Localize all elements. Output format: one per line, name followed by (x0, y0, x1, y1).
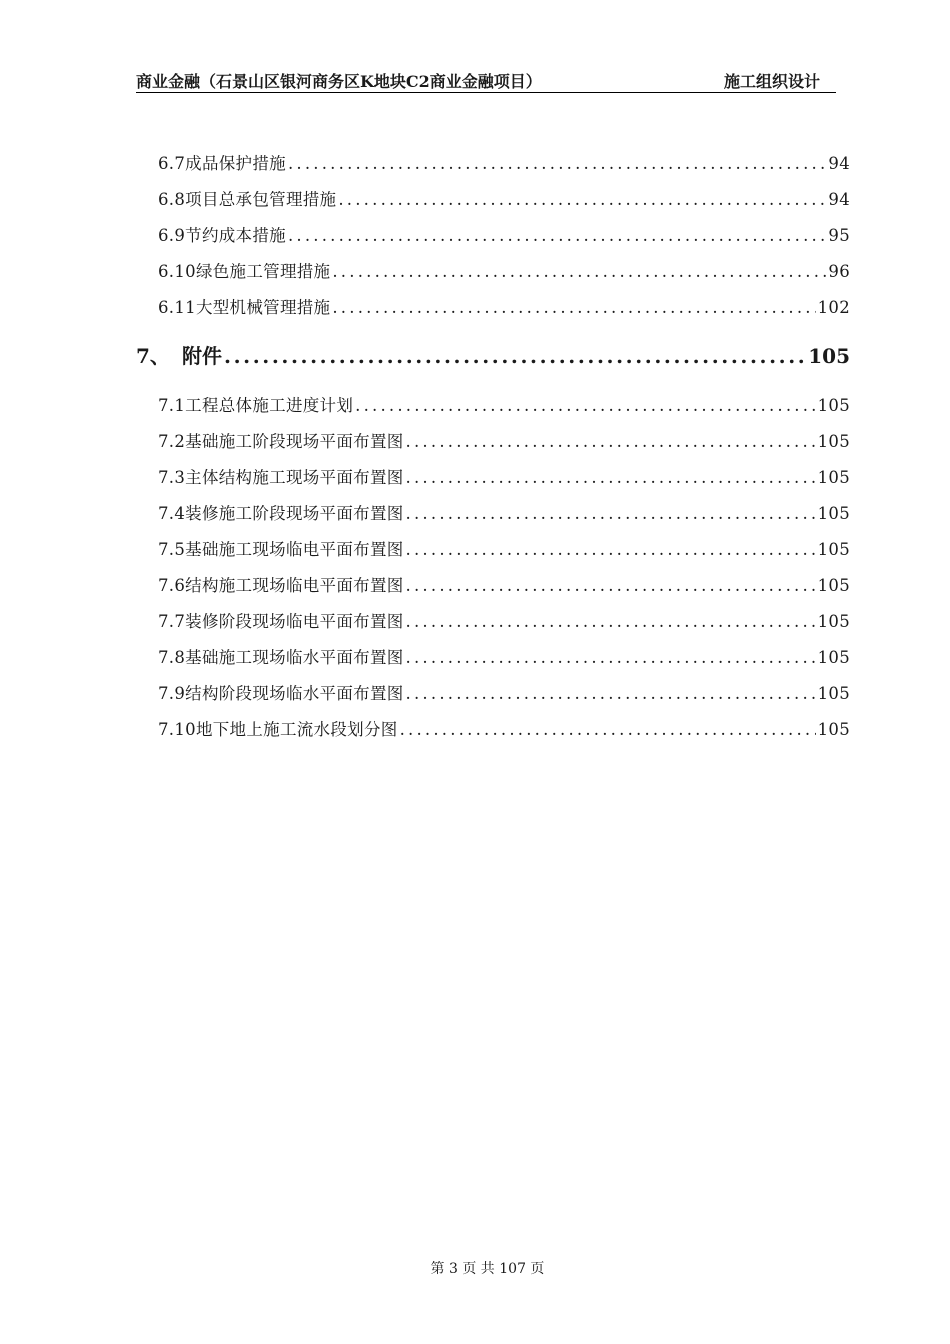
toc-leader-dots (400, 720, 816, 739)
toc-entry-page: 105 (817, 720, 850, 739)
toc-entry-title: 大型机械管理措施 (195, 298, 331, 317)
toc-entry[interactable] (158, 572, 850, 594)
toc-entry-number: 7.5 (158, 540, 186, 559)
toc-leader-dots (406, 468, 816, 487)
toc-entry-page: 95 (828, 226, 850, 245)
toc-entry-number: 7.6 (158, 576, 186, 595)
toc-entry-title: 成品保护措施 (185, 154, 286, 173)
toc-entry-number: 6.9 (158, 226, 186, 245)
toc-leader-dots (332, 262, 826, 281)
toc-entry-page: 94 (828, 190, 850, 209)
toc-entry-number: 7.9 (158, 684, 186, 703)
page-header (136, 66, 836, 93)
toc-entry-title: 项目总承包管理措施 (185, 190, 337, 209)
toc-entry-number: 7.2 (158, 432, 186, 451)
toc-entry[interactable] (158, 222, 850, 244)
toc-entry-number: 7.8 (158, 648, 186, 667)
toc-entry[interactable] (158, 150, 850, 172)
toc-entry[interactable] (158, 644, 850, 666)
toc-entry[interactable] (158, 536, 850, 558)
toc-entry-page: 105 (817, 576, 850, 595)
toc-entry-page: 94 (828, 154, 850, 173)
toc-entry-page: 105 (817, 612, 850, 631)
page-footer: 第 3 页 共 107 页 (430, 1261, 545, 1277)
toc-entry-number: 7.1 (158, 396, 186, 415)
toc-entry-number: 6.11 (158, 298, 196, 317)
toc-entry-title: 主体结构施工现场平面布置图 (185, 468, 404, 487)
toc-leader-dots (406, 432, 816, 451)
toc-leader-dots (406, 504, 816, 523)
toc-entry[interactable] (158, 392, 850, 414)
header-project-title: 商业金融（石景山区银河商务区K地块C2商业金融项目） (136, 72, 542, 91)
toc-entry-title: 结构阶段现场临水平面布置图 (185, 684, 404, 703)
toc-leader-dots (355, 396, 815, 415)
toc-entry-page: 105 (817, 396, 850, 415)
toc-chapter-number: 7、 (136, 344, 170, 368)
toc-leader-dots (406, 576, 816, 595)
toc-entry-page: 105 (817, 648, 850, 667)
toc-entry-page: 105 (817, 504, 850, 523)
toc-entry[interactable] (158, 294, 850, 316)
toc-entry-number: 6.8 (158, 190, 186, 209)
toc-entry[interactable] (158, 428, 850, 450)
toc-entry-title: 绿色施工管理措施 (195, 262, 331, 281)
toc-leader-dots (406, 540, 816, 559)
toc-entry-number: 6.10 (158, 262, 196, 281)
toc-entry-title: 基础施工阶段现场平面布置图 (185, 432, 404, 451)
toc-entry-title: 地下地上施工流水段划分图 (195, 720, 398, 739)
toc-entry-page: 105 (817, 684, 850, 703)
toc-leader-dots (288, 154, 826, 173)
toc-entry[interactable] (158, 464, 850, 486)
toc-leader-dots (288, 226, 826, 245)
toc-entry-title: 基础施工现场临水平面布置图 (185, 648, 404, 667)
toc-entry[interactable] (158, 608, 850, 630)
toc-entry[interactable] (158, 500, 850, 522)
toc-entry[interactable] (158, 716, 850, 738)
header-document-type: 施工组织设计 (723, 72, 820, 91)
toc-entry-title: 节约成本措施 (185, 226, 286, 245)
toc-entry-page: 105 (817, 540, 850, 559)
toc-entry-title: 装修阶段现场临电平面布置图 (185, 612, 404, 631)
toc-entry-number: 7.4 (158, 504, 186, 523)
toc-entry[interactable] (158, 680, 850, 702)
toc-entry-number: 7.3 (158, 468, 186, 487)
toc-leader-dots (406, 612, 816, 631)
toc-leader-dots (224, 344, 806, 368)
toc-leader-dots (406, 648, 816, 667)
toc-entry-page: 105 (817, 468, 850, 487)
toc-entry-number: 6.7 (158, 154, 186, 173)
toc-entry[interactable] (158, 186, 850, 208)
toc-entry-page: 102 (817, 298, 850, 317)
toc-leader-dots (338, 190, 826, 209)
toc-entry[interactable] (158, 258, 850, 280)
toc-chapter-page: 105 (808, 344, 850, 368)
toc-chapter-title: 附件 (182, 344, 222, 368)
toc-entry-title: 装修施工阶段现场平面布置图 (185, 504, 404, 523)
toc-entry-title: 工程总体施工进度计划 (185, 396, 354, 415)
toc-entry-title: 结构施工现场临电平面布置图 (185, 576, 404, 595)
toc-entry-page: 96 (828, 262, 850, 281)
toc-entry-number: 7.10 (158, 720, 196, 739)
toc-leader-dots (406, 684, 816, 703)
toc-leader-dots (332, 298, 815, 317)
toc-entry-page: 105 (817, 432, 850, 451)
toc-entry-number: 7.7 (158, 612, 186, 631)
toc-entry-title: 基础施工现场临电平面布置图 (185, 540, 404, 559)
toc-chapter-entry[interactable] (136, 340, 850, 368)
